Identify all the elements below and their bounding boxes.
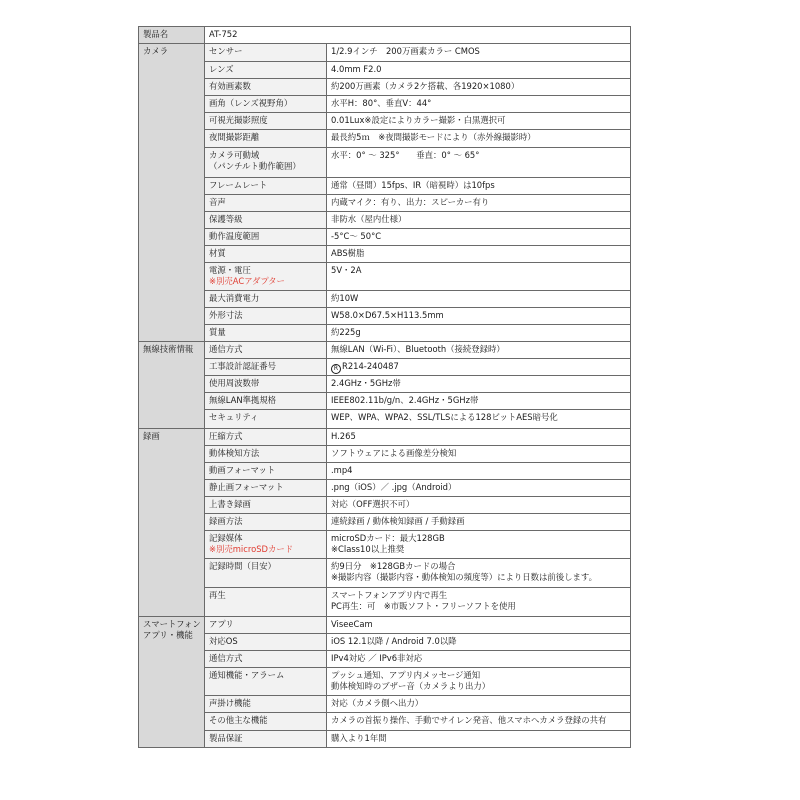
spec-item: 動体検知方法 [205, 446, 327, 463]
table-row [139, 195, 631, 212]
spec-value: iOS 12.1以降 / Android 7.0以降 [327, 634, 631, 651]
spec-item: 使用周波数帯 [205, 376, 327, 393]
spec-item: 圧縮方式 [205, 429, 327, 446]
table-row [139, 651, 631, 668]
table-row [139, 446, 631, 463]
spec-value: ソフトウェアによる画像差分検知 [327, 446, 631, 463]
spec-value: 2.4GHz・5GHz帯 [327, 376, 631, 393]
spec-value: 購入より1年間 [327, 731, 631, 748]
table-row [139, 410, 631, 429]
spec-item: 上書き録画 [205, 497, 327, 514]
spec-value: H.265 [327, 429, 631, 446]
section-app [139, 617, 205, 748]
table-row [139, 497, 631, 514]
section-app-line: アプリ・機能 [143, 629, 193, 640]
spec-value: 通常（昼間）15fps、IR（暗視時）は10fps [327, 178, 631, 195]
spec-value: .png（iOS）／ .jpg（Android） [327, 480, 631, 497]
spec-item: 通信方式 [205, 651, 327, 668]
spec-item: 外形寸法 [205, 308, 327, 325]
spec-item-line: （パンチルト動作範囲） [209, 160, 301, 171]
table-row [139, 325, 631, 342]
table-row [139, 617, 631, 634]
table-row [139, 668, 631, 696]
spec-item: 工事設計認証番号 [205, 359, 327, 376]
table-row [139, 148, 631, 178]
spec-item: 製品保証 [205, 731, 327, 748]
spec-value: ViseeCam [327, 617, 631, 634]
spec-item: 音声 [205, 195, 327, 212]
spec-value-line: ※Class10以上推奨 [331, 543, 405, 554]
table-row [139, 531, 631, 559]
section-recording: 録画 [139, 429, 205, 617]
spec-value: 4.0mm F2.0 [327, 62, 631, 79]
spec-item: レンズ [205, 62, 327, 79]
spec-value: WEP、WPA、WPA2、SSL/TLSによる128ビットAES暗号化 [327, 410, 631, 429]
table-row [139, 246, 631, 263]
spec-item: 声掛け機能 [205, 696, 327, 713]
spec-item-line: 電源・電圧 [209, 265, 251, 275]
spec-value-line: 動体検知時のブザー音（カメラより出力） [331, 680, 491, 691]
spec-item: 最大消費電力 [205, 291, 327, 308]
spec-value-line: microSDカード：最大128GB [331, 533, 445, 543]
table-row [139, 376, 631, 393]
table-row [139, 429, 631, 446]
table-row [139, 393, 631, 410]
section-camera: カメラ [139, 44, 205, 342]
spec-value: W58.0×D67.5×H113.5mm [327, 308, 631, 325]
spec-item: 有効画素数 [205, 79, 327, 96]
spec-value [327, 668, 631, 696]
spec-value-line: プッシュ通知、アプリ内メッセージ通知 [331, 670, 481, 680]
spec-value: ABS樹脂 [327, 246, 631, 263]
spec-item: 画角（レンズ視野角） [205, 96, 327, 113]
certification-mark-icon: R [331, 364, 341, 374]
table-row [139, 263, 631, 291]
spec-value: 対応（OFF選択不可） [327, 497, 631, 514]
spec-value [327, 559, 631, 588]
spec-item: 録画方法 [205, 514, 327, 531]
spec-item: アプリ [205, 617, 327, 634]
product-name-value: AT-752 [205, 27, 631, 44]
spec-item: セキュリティ [205, 410, 327, 429]
table-row [139, 62, 631, 79]
cert-number: R214-240487 [342, 361, 399, 371]
spec-value: 約200万画素（カメラ2ケ搭載、各1920×1080） [327, 79, 631, 96]
spec-item: 動作温度範囲 [205, 229, 327, 246]
spec-value: 約225g [327, 325, 631, 342]
spec-item: 通知機能・アラーム [205, 668, 327, 696]
table-row [139, 559, 631, 588]
spec-value: -5°C〜 50°C [327, 229, 631, 246]
spec-item-line: カメラ可動域 [209, 150, 260, 160]
table-row [139, 480, 631, 497]
table-row [139, 514, 631, 531]
table-row [139, 130, 631, 148]
spec-value: IEEE802.11b/g/n、2.4GHz・5GHz帯 [327, 393, 631, 410]
spec-item: 記録時間（目安） [205, 559, 327, 588]
spec-value: 5V・2A [327, 263, 631, 291]
spec-item: 動画フォーマット [205, 463, 327, 480]
spec-item: 静止画フォーマット [205, 480, 327, 497]
table-row [139, 731, 631, 748]
spec-value: 連続録画 / 動体検知録画 / 手動録画 [327, 514, 631, 531]
spec-item-line: 記録媒体 [209, 533, 243, 543]
table-row [139, 308, 631, 325]
spec-value [327, 531, 631, 559]
spec-item: 質量 [205, 325, 327, 342]
spec-value: 内蔵マイク：有り、出力：スピーカー有り [327, 195, 631, 212]
table-row [139, 634, 631, 651]
table-row [139, 113, 631, 130]
spec-value-line: ※撮影内容（撮影内容・動体検知の頻度等）により日数は前後します。 [331, 571, 597, 582]
spec-value: 水平H：80°、垂直V：44° [327, 96, 631, 113]
spec-value: 水平：0° 〜 325° 垂直：0° 〜 65° [327, 148, 631, 178]
section-app-line: スマートフォン [143, 619, 201, 629]
spec-item: 材質 [205, 246, 327, 263]
spec-item: フレームレート [205, 178, 327, 195]
spec-value [327, 588, 631, 617]
product-name-label: 製品名 [139, 27, 205, 44]
spec-value: 約10W [327, 291, 631, 308]
spec-value: 無線LAN（Wi-Fi）、Bluetooth（接続登録時） [327, 342, 631, 359]
spec-item [205, 148, 327, 178]
table-row [139, 44, 631, 62]
spec-value: 対応（カメラ側へ出力） [327, 696, 631, 713]
spec-value: カメラの首振り操作、手動でサイレン発音、他スマホへカメラ登録の共有 [327, 713, 631, 731]
spec-item: 可視光撮影照度 [205, 113, 327, 130]
table-row [139, 212, 631, 229]
spec-item: その他主な機能 [205, 713, 327, 731]
spec-item: 再生 [205, 588, 327, 617]
spec-value-line: 約9日分 ※128GBカードの場合 [331, 561, 456, 571]
table-row [139, 463, 631, 480]
spec-value: .mp4 [327, 463, 631, 480]
spec-item: 対応OS [205, 634, 327, 651]
spec-item: 通信方式 [205, 342, 327, 359]
spec-item: 保護等級 [205, 212, 327, 229]
table-row [139, 588, 631, 617]
table-row [139, 696, 631, 713]
spec-item: 無線LAN準拠規格 [205, 393, 327, 410]
table-row [139, 291, 631, 308]
table-row [139, 96, 631, 113]
spec-value: IPv4対応 ／ IPv6非対応 [327, 651, 631, 668]
spec-value-line: PC再生：可 ※市販ソフト・フリーソフトを使用 [331, 600, 516, 611]
spec-item [205, 263, 327, 291]
spec-value: 最長約5ｍ ※夜間撮影モードにより（赤外線撮影時） [327, 130, 631, 148]
spec-item: センサー [205, 44, 327, 62]
spec-table [138, 26, 631, 748]
spec-item: 夜間撮影距離 [205, 130, 327, 148]
spec-item [205, 531, 327, 559]
table-row [139, 359, 631, 376]
spec-value: 1/2.9インチ 200万画素カラー CMOS [327, 44, 631, 62]
spec-value-line: スマートフォンアプリ内で再生 [331, 590, 448, 600]
table-row [139, 229, 631, 246]
table-row [139, 27, 631, 44]
section-wireless: 無線技術情報 [139, 342, 205, 429]
table-row [139, 79, 631, 96]
spec-value [327, 359, 631, 376]
table-row [139, 178, 631, 195]
table-row [139, 713, 631, 731]
table-row [139, 342, 631, 359]
spec-value: 非防水（屋内仕様） [327, 212, 631, 229]
spec-item-note: ※別売ACアダプター [209, 275, 285, 286]
spec-item-note: ※別売microSDカード [209, 543, 294, 554]
spec-value: 0.01Lux※設定によりカラー撮影・白黒選択可 [327, 113, 631, 130]
